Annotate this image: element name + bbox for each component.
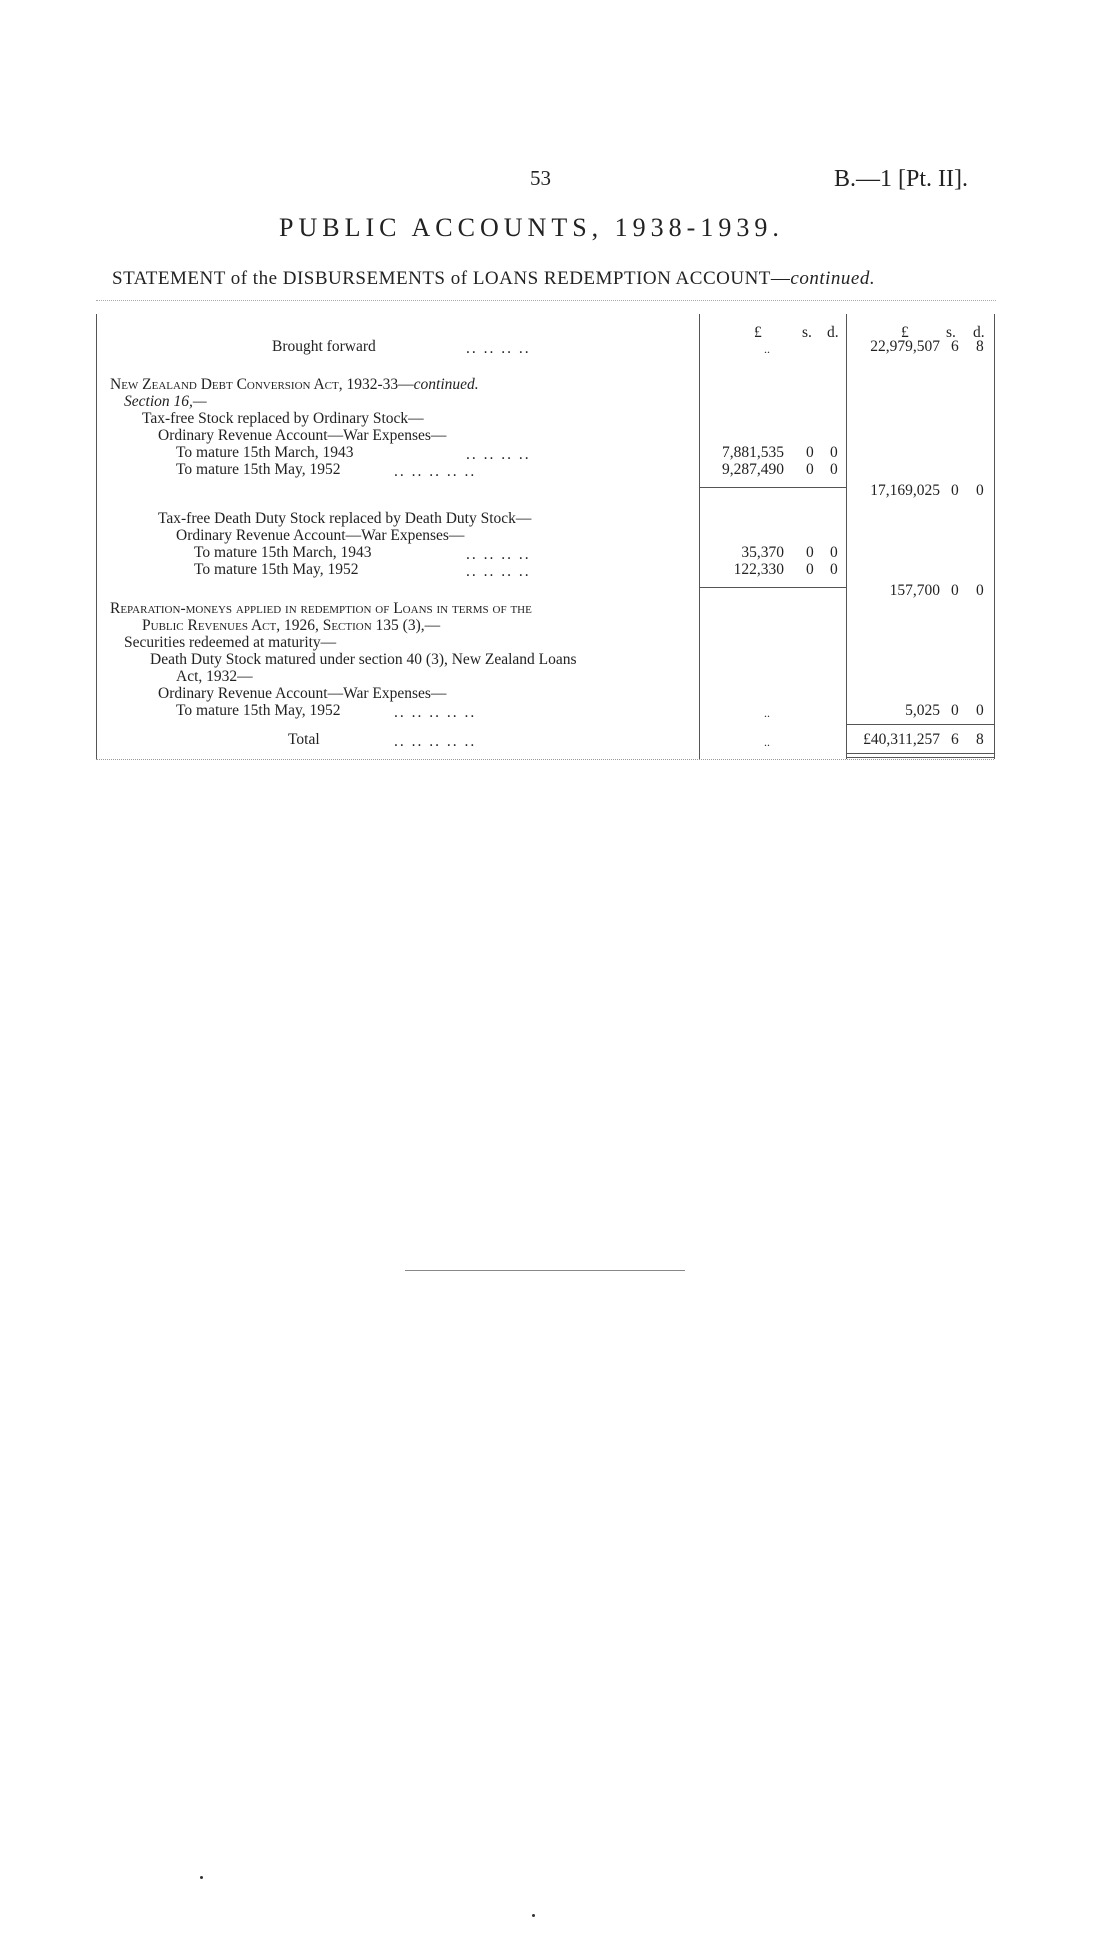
reparation-heading-line1: Reparation-moneys applied in redemption of Loans in terms of the bbox=[110, 600, 532, 617]
total-rule-top bbox=[846, 724, 994, 725]
col2-shilling-header: s. bbox=[946, 324, 956, 341]
mature-1943-d-a: 0 bbox=[830, 444, 838, 461]
leader-dots: .. .. .. .. bbox=[466, 546, 531, 563]
column-divider-2 bbox=[846, 314, 847, 759]
mature-1943-label-a: To mature 15th March, 1943 bbox=[176, 444, 354, 461]
total-double-rule-2 bbox=[846, 757, 994, 758]
leader-dots: .. .. .. .. .. bbox=[394, 704, 477, 721]
subtotal-s-a: 0 bbox=[951, 482, 959, 499]
print-speck bbox=[532, 1914, 535, 1917]
brought-forward-pounds: 22,979,507 bbox=[870, 338, 940, 355]
death-duty-matured-line2: Act, 1932— bbox=[176, 668, 253, 685]
subtotal-rule-a bbox=[699, 487, 846, 488]
ordinary-revenue-label-2: Ordinary Revenue Account—War Expenses— bbox=[176, 527, 465, 544]
leader-dots: .. .. .. .. .. bbox=[394, 463, 477, 480]
leader-dots: .. .. .. .. .. bbox=[394, 733, 477, 750]
total-pence: 8 bbox=[976, 731, 984, 748]
mature-1943-s-a: 0 bbox=[806, 444, 814, 461]
table-right-border bbox=[994, 314, 995, 759]
subtotal-rule-b bbox=[699, 587, 846, 588]
disbursements-table bbox=[96, 314, 996, 764]
column-divider-1 bbox=[699, 314, 700, 759]
reparation-heading-line2: Public Revenues Act, 1926, Section 135 (3),— bbox=[142, 617, 441, 634]
print-speck bbox=[200, 1876, 203, 1879]
ordinary-revenue-label-1: Ordinary Revenue Account—War Expenses— bbox=[158, 427, 447, 444]
mature-1952-d-a: 0 bbox=[830, 461, 838, 478]
table-bottom-rule bbox=[96, 759, 994, 760]
mature-1952-label-a: To mature 15th May, 1952 bbox=[176, 461, 341, 478]
total-shillings: 6 bbox=[951, 731, 959, 748]
col2-pound-header: £ bbox=[901, 324, 909, 341]
subtotal-d-a: 0 bbox=[976, 482, 984, 499]
mature-1952-d-b: 0 bbox=[830, 561, 838, 578]
subtotal-d-b: 0 bbox=[976, 582, 984, 599]
nz-debt-conversion-heading: New Zealand Debt Conversion Act, 1932-33—continued. bbox=[110, 376, 479, 393]
page-number: 53 bbox=[530, 166, 551, 190]
subtotal-pounds-a: 17,169,025 bbox=[870, 482, 940, 499]
document-reference: B.—1 [Pt. II]. bbox=[834, 166, 968, 192]
mature-1943-s-b: 0 bbox=[806, 544, 814, 561]
mature-1952-pounds-c: 5,025 bbox=[905, 702, 940, 719]
total-label: Total bbox=[288, 731, 320, 748]
mature-1943-pounds-b: 35,370 bbox=[741, 544, 784, 561]
brought-forward-shillings: 6 bbox=[951, 338, 959, 355]
mature-1952-label-c: To mature 15th May, 1952 bbox=[176, 702, 341, 719]
securities-redeemed-label: Securities redeemed at maturity— bbox=[124, 634, 337, 651]
taxfree-death-duty-label: Tax-free Death Duty Stock replaced by Death Duty Stock— bbox=[158, 510, 532, 527]
col1-pound-header: £ bbox=[754, 324, 762, 341]
section-16-label: Section 16,— bbox=[124, 393, 207, 410]
mature-1943-label-b: To mature 15th March, 1943 bbox=[194, 544, 372, 561]
mature-1952-label-b: To mature 15th May, 1952 bbox=[194, 561, 359, 578]
statement-heading: STATEMENT of the DISBURSEMENTS of LOANS REDEMPTION ACCOUNT—continued. bbox=[112, 268, 876, 289]
brought-forward-label: Brought forward bbox=[272, 338, 376, 355]
brought-forward-col1-dots: .. bbox=[764, 342, 770, 356]
mature-1952-pounds-b: 122,330 bbox=[733, 561, 784, 578]
col1-pence-header: d. bbox=[827, 324, 839, 341]
mature-1952-s-c: 0 bbox=[951, 702, 959, 719]
death-duty-matured-line1: Death Duty Stock matured under section 40 (3), New Zealand Loans bbox=[150, 651, 577, 668]
brought-forward-pence: 8 bbox=[976, 338, 984, 355]
col1-shilling-header: s. bbox=[802, 324, 812, 341]
top-dotted-rule bbox=[96, 300, 996, 301]
mature-1952-d-c: 0 bbox=[976, 702, 984, 719]
leader-dots: .. .. .. .. bbox=[466, 563, 531, 580]
ordinary-revenue-label-3: Ordinary Revenue Account—War Expenses— bbox=[158, 685, 447, 702]
mature-1952-s-b: 0 bbox=[806, 561, 814, 578]
total-col1-dots: .. bbox=[764, 735, 770, 749]
mature-1943-pounds-a: 7,881,535 bbox=[722, 444, 784, 461]
leader-dots: .. .. .. .. bbox=[466, 446, 531, 463]
total-double-rule-1 bbox=[846, 753, 994, 754]
mature-1952-pounds-a: 9,287,490 bbox=[722, 461, 784, 478]
taxfree-stock-label: Tax-free Stock replaced by Ordinary Stock— bbox=[142, 410, 424, 427]
section-separator-rule bbox=[405, 1270, 685, 1271]
subtotal-s-b: 0 bbox=[951, 582, 959, 599]
col2-pence-header: d. bbox=[973, 324, 985, 341]
page-title: PUBLIC ACCOUNTS, 1938-1939. bbox=[279, 213, 784, 242]
mature-1943-d-b: 0 bbox=[830, 544, 838, 561]
mature-1952-col1-dots-c: .. bbox=[764, 706, 770, 720]
leader-dots: .. .. .. .. bbox=[466, 340, 531, 357]
mature-1952-s-a: 0 bbox=[806, 461, 814, 478]
subtotal-pounds-b: 157,700 bbox=[889, 582, 940, 599]
table-left-border bbox=[96, 314, 97, 759]
total-pounds: £40,311,257 bbox=[863, 731, 940, 748]
